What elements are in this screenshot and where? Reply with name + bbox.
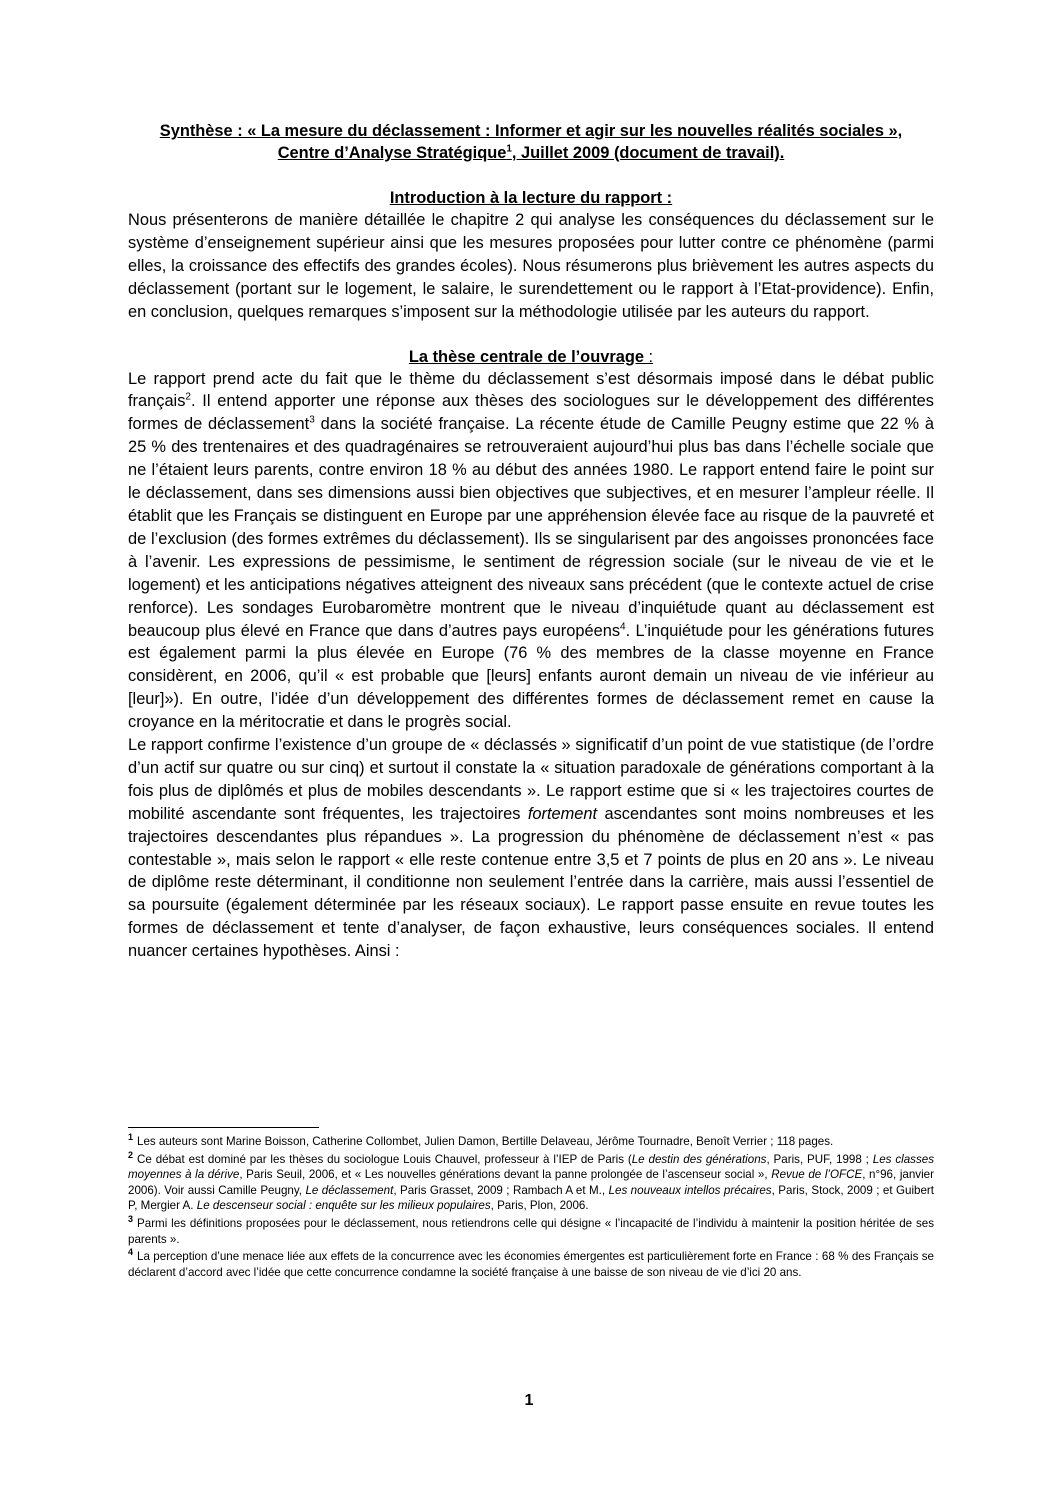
- these-paragraph-2: [128, 734, 934, 963]
- footnote-title: Les nouveaux intellos précaires: [608, 1183, 772, 1197]
- footnote-text: , n°96, janvier 2006). Voir aussi Camille Peugny,: [128, 1168, 934, 1197]
- footnote-number: 4: [128, 1247, 134, 1258]
- footnote-ref-2[interactable]: 2: [185, 391, 191, 403]
- emphasis: fortement: [527, 804, 598, 823]
- heading-colon: :: [643, 347, 654, 366]
- footnote-divider: [128, 1127, 319, 1128]
- page-number: 1: [524, 1392, 534, 1409]
- footnote-number: 2: [128, 1149, 134, 1160]
- title-line-2-end: , Juillet 2009 (document de travail).: [511, 144, 785, 162]
- document-title: [128, 120, 934, 164]
- text-run: Le rapport prend acte du fait que le thème du déclassement s’est désormais imposé dans le débat public français: [128, 369, 934, 411]
- footnote-3: [128, 1216, 934, 1247]
- footnote-2: [128, 1149, 934, 1214]
- title-line-2: Centre d’Analyse Stratégique: [277, 144, 507, 162]
- footnote-text: , Paris, PUF, 1998 ;: [766, 1152, 873, 1166]
- section-heading-introduction: Introduction à la lecture du rapport :: [389, 189, 673, 207]
- text-run: . Il entend apporter une réponse aux thèses des sociologues sur le développement des différentes formes de déclassement: [128, 392, 934, 434]
- footnotes: [128, 1127, 934, 1282]
- introduction-paragraph: Nous présenterons de manière détaillée le chapitre 2 qui analyse les conséquences du déclassement sur le système d’enseignement supérieur ainsi que les mesures proposées pour lutter contre ce phénomène (parmi elles, la croissance des effectifs des grandes écoles). Nous résumerons plus brièvement les autres aspects du déclassement (portant sur le logement, le salaire, le surendettement ou le rapport à l’Etat-providence). Enfin, en conclusion, quelques remarques s’imposent sur la méthodologie utilisée par les auteurs du rapport.: [128, 211, 934, 321]
- footnote-1: [128, 1134, 934, 1150]
- text-run: . L’inquiétude pour les générations futures est également parmi la plus élevée en Europe (76 % des membres de la classe moyenne en France considèrent, en 2006, qu’il « est probable que [leurs] enfants auront demain un niveau de vie inférieur au [leur]»). En outre, l’idée d’un développement des différentes formes de déclassement remet en cause la croyance en la méritocratie et dans le progrès social.: [128, 621, 934, 732]
- section-heading-these-centrale: [128, 346, 934, 368]
- footnote-text: , Paris, Stock, 2009 ; et Guibert P, Mergier A.: [128, 1183, 934, 1213]
- heading-text: La thèse centrale de l’ouvrage: [408, 347, 644, 366]
- footnote-title: Les classes moyennes à la dérive: [128, 1152, 934, 1182]
- footnote-text: La perception d’une menace liée aux effets de la concurrence avec les économies émergentes est particulièrement forte en France : 68 % des Français se déclarent d’accord avec l’idée que cette concurrence condamne la société française à une baisse de son niveau de vie d’ici 20 ans.: [128, 1250, 934, 1279]
- footnote-text: , Paris Seuil, 2006, et « Les nouvelles générations devant la panne prolongée de l’ascenseur social »,: [239, 1168, 772, 1182]
- footnote-ref-3[interactable]: 3: [309, 414, 315, 426]
- text-run: dans la société française. La récente étude de Camille Peugny estime que 22 % à 25 % des trentenaires et des quadragénaires se retrouveraient aujourd’hui plus bas dans l’échelle sociale que ne l’étaient leurs parents, contre environ 18 % au début des années 1980. Le rapport entend faire le point sur le déclassement, dans ses dimensions aussi bien objectives que subjectives, et en mesurer l’ampleur réelle. Il établit que les Français se distinguent en Europe par une appréhension élevée face au risque de la pauvreté et de l’exclusion (des formes extrêmes du déclassement). Ils se singularisent par des angoisses prononcées face à l’avenir. Les expressions de pessimisme, le sentiment de régression sociale (sur le niveau de vie et le logement) et les anticipations négatives atteignent des niveaux sans précédent (que le contexte actuel de crise renforce). Les sondages Eurobaromètre montrent que le niveau d’inquiétude quant au déclassement est beaucoup plus élevé en France que dans d’autres pays européens: [128, 415, 935, 640]
- footnote-ref-4[interactable]: 4: [620, 621, 626, 633]
- footnote-number: 1: [128, 1132, 134, 1143]
- footnote-title: Le destin des générations: [631, 1152, 767, 1166]
- title-line-1: Synthèse : « La mesure du déclassement : Informer et agir sur les nouvelles réalités sociales »,: [159, 122, 903, 140]
- footnote-text: Parmi les définitions proposées pour le déclassement, nous retiendrons celle qui désigne « l’incapacité de l’individu à maintenir la position héritée de ses parents ».: [128, 1216, 934, 1246]
- footnote-number: 3: [128, 1214, 134, 1225]
- footnote-title: Revue de l’OFCE: [771, 1168, 863, 1182]
- footnote-title: Le déclassement: [305, 1183, 394, 1197]
- footnote-title: Le descenseur social : enquête sur les milieux populaires: [196, 1199, 491, 1213]
- footnote-text: Ce débat est dominé par les thèses du sociologue Louis Chauvel, professeur à l’IEP de Paris (: [137, 1152, 632, 1166]
- footnote-text: Les auteurs sont Marine Boisson, Catherine Collombet, Julien Damon, Bertille Delaveau, Jérôme Tournadre, Benoît Verrier ; 118 pages.: [137, 1135, 834, 1148]
- footnote-text: , Paris Grasset, 2009 ; Rambach A et M.,: [393, 1183, 609, 1197]
- footnote-ref-1[interactable]: 1: [506, 143, 512, 155]
- text-run: ascendantes sont moins nombreuses et les trajectoires descendantes plus répandues ». La progression du phénomène de déclassement n’est « pas contestable », mais selon le rapport « elle reste contenue entre 3,5 et 7 points de plus en 20 ans ». Le niveau de diplôme reste déterminant, il conditionne non seulement l’entrée dans la carrière, mais aussi l’essentiel de sa poursuite (également déterminée par les réseaux sociaux). Le rapport passe ensuite en revue toutes les formes de déclassement et tente d’analyser, de façon exhaustive, leurs conséquences sociales. Il entend nuancer certaines hypothèses. Ainsi :: [128, 804, 934, 961]
- these-paragraph-1: [128, 368, 934, 735]
- footnote-4: [128, 1249, 934, 1280]
- text-run: Le rapport confirme l’existence d’un groupe de « déclassés » significatif d’un point de vue statistique (de l’ordre d’un actif sur quatre ou sur cinq) et surtout il constate la « situation paradoxale de générations comportant à la fois plus de diplômés et plus de mobiles descendants ». Le rapport estime que si « les trajectoires courtes de mobilité ascendante sont fréquentes, les trajectoires: [128, 736, 934, 823]
- document-body: [128, 120, 934, 963]
- footnote-text: , Paris, Plon, 2006.: [490, 1199, 589, 1213]
